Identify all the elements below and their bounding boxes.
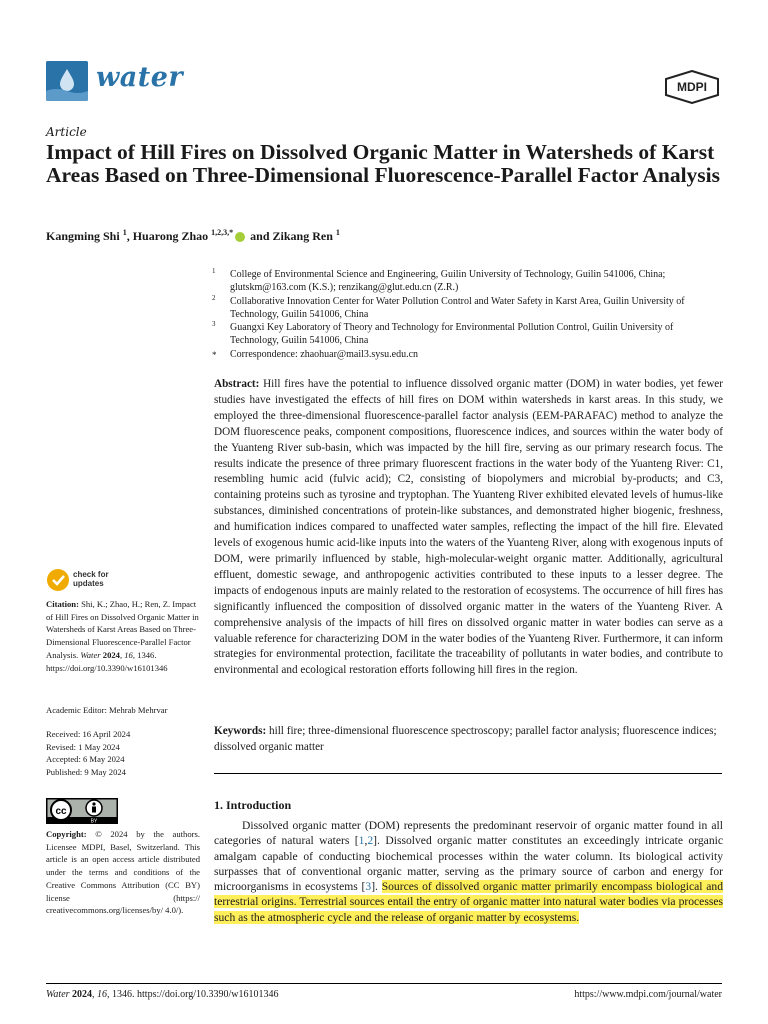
- footer-journal-url[interactable]: https://www.mdpi.com/journal/water: [574, 989, 722, 1000]
- author-affiliation-sup: 1: [335, 228, 340, 237]
- citation-journal: Water: [80, 649, 101, 660]
- footer-doi[interactable]: , 1346. https://doi.org/10.3390/w16101346: [107, 989, 279, 1000]
- abstract-text: Hill fires have the potential to influence dissolved organic matter (DOM) in water bodies, yet fewer studies have investigated the effects of hill fires on DOM within watersheds in karst areas. In this study, we employed the three-dimensional fluorescence-parallel factor analysis (EEM-PARAFAC) method to analyze the DOM fluorescence peaks, component compositions, fluorescence indices, and sources within the water body of the Yuanteng River sub-basin, which was impacted by the hill fire, serving as our primary research focus. The results indicate the presence of three primary fluorescent fractions in the water body of the Yuanteng River: C1, resembling humic acid (fulvic acid); C2, consisting of biopolymers and microbial by-products; and C3, containing proteins such as tyrosine and tryptophan. The Yuanteng River exhibited elevated levels of humus-like substances, diminished concentrations of protein-like substances, and demonstrated higher biogenic, freshness, and humification indices compared to unaffected water samples, reflecting the impact of the hill fire. Elevated levels of exogenous humic acid-like inputs into the waters of the Yuanteng River, along with exogenous inputs of DOM, were primarily influenced by stable, high-molecular-weight organic matter. Additionally, agricultural effluent, domestic sewage, and anthropogenic activities contributed to these inputs to a lesser degree. The impacts of endogenous inputs are mainly related to the restoration of ecosystems. The occurrence of hill fires has significantly influenced the composition of dissolved organic matter in the waters of the Yuanteng River. A comprehensive analysis of the impacts of hill fires on dissolved organic matter in water bodies can serve as a valuable reference for characterizing DOM in the water bodies of the Yuanteng River. Furthermore, it can inform strategies for environmental protection, facilitate the traceability of pollutants in water bodies, and contribute to environmental and ecological restoration efforts following hill fires in the region.: [214, 378, 723, 677]
- footer-citation: Water 2024, 16, 1346. https://doi.org/10.3390/w16101346: [46, 989, 279, 1000]
- author-affiliation-sup: 1: [122, 228, 127, 237]
- check-updates-line2: updates: [73, 579, 104, 588]
- author-name[interactable]: Kangming Shi: [46, 229, 120, 243]
- affiliation-text: Collaborative Innovation Center for Water Pollution Control and Water Safety in Karst Area, Guilin University of Technology, Guilin 541006, China: [230, 296, 685, 320]
- keywords: [214, 724, 723, 755]
- abstract: [214, 377, 723, 679]
- citation-link[interactable]: 1: [358, 834, 365, 848]
- keywords-text: hill fire; three-dimensional fluorescence spectroscopy; parallel factor analysis; fluorescence indices; dissolved organic matter: [214, 725, 717, 753]
- citation-comma: ,: [364, 834, 368, 848]
- correspondence-text[interactable]: Correspondence: zhaohuar@mail3.sysu.edu.cn: [230, 349, 419, 360]
- date-revised: Revised: 1 May 2024: [46, 741, 120, 752]
- check-updates-line1: check for: [73, 570, 109, 579]
- affiliation-number: 2: [212, 294, 216, 302]
- orcid-icon[interactable]: [235, 232, 245, 242]
- journal-logo: [46, 61, 88, 101]
- author-affiliation-sup: 1,2,3,*: [211, 228, 234, 237]
- footer-year: 2024: [72, 989, 93, 1000]
- highlighted-text[interactable]: Sources of dissolved organic matter primarily encompass biological and terrestrial origins. Terrestrial sources entail the entry of organic matter into natural water bodies via processes such as the atmospheric cycle and the release of organic matter by ecosystems.: [214, 880, 723, 924]
- svg-text:MDPI: MDPI: [677, 80, 707, 94]
- author-list: [46, 228, 340, 244]
- author-separator: and: [247, 229, 273, 243]
- citation-doi[interactable]: , 1346. https://doi.org/10.3390/w16101346: [46, 649, 168, 673]
- date-published: Published: 9 May 2024: [46, 767, 126, 778]
- date-accepted: Accepted: 6 May 2024: [46, 754, 125, 765]
- citation-link[interactable]: 2: [367, 834, 374, 848]
- intro-text: Dissolved organic matter (DOM) represents the predominant reservoir of organic matter found in all categories of natural waters [: [214, 819, 723, 848]
- affiliation-item: [214, 295, 724, 321]
- svg-text:cc: cc: [55, 806, 67, 817]
- footer-volume: 16: [97, 989, 108, 1000]
- citation-link[interactable]: 3: [365, 880, 372, 894]
- cc-by-icon: [46, 798, 118, 824]
- citation-year: 2024: [102, 649, 120, 660]
- intro-text: ].: [371, 880, 382, 894]
- intro-text: ]. Dissolved organic matter constitutes an exceedingly intricate organic amalgam capable of conducting biochemical processes within the water column. Its biological activity surpasses that of conventional organic matter, serving as the primary source of carbon and energy for microorganisms in ecosystems [: [214, 834, 723, 894]
- check-updates-icon: [46, 568, 70, 592]
- cc-by-license-badge[interactable]: [46, 798, 118, 824]
- footer-divider: [46, 983, 722, 984]
- copyright-text: © 2024 by the authors. Licensee MDPI, Basel, Switzerland. This article is an open access article distributed under the terms and conditions of the Creative Commons Attribution (CC BY) license (https:// creativecommons.org/licenses/by/ 4.0/).: [46, 829, 200, 916]
- article-title: Impact of Hill Fires on Dissolved Organic Matter in Watersheds of Karst Areas Based on Three-Dimensional Fluorescence-Parallel Factor Analysis: [46, 140, 721, 187]
- journal-name[interactable]: water: [96, 62, 184, 93]
- citation-volume: 16: [124, 649, 133, 660]
- affiliation-text: College of Environmental Science and Engineering, Guilin University of Technology, Guilin 541006, China; glutskm@163.com (K.S.); renzikang@glut.edu.cn (Z.R.): [230, 269, 666, 293]
- check-for-updates-button[interactable]: [46, 568, 126, 594]
- affiliation-text: Guangxi Key Laboratory of Theory and Technology for Environmental Pollution Control, Guilin University of Technology, Guilin 541006, China: [230, 322, 674, 346]
- author-separator: ,: [126, 229, 133, 243]
- divider: [214, 773, 722, 774]
- article-type: Article: [46, 125, 87, 139]
- water-drop-icon: [46, 61, 88, 101]
- copyright-label: Copyright:: [46, 829, 87, 839]
- affiliation-item: [214, 348, 724, 361]
- citation-block: Citation: Shi, K.; Zhao, H.; Ren, Z. Impact of Hill Fires on Dissolved Organic Matter in Watersheds of Karst Areas Based on Three-Dimensional Fluorescence-Parallel Factor Analysis. Water 2024, 16, 1346. https://doi.org/10.3390/w16101346: [46, 599, 199, 673]
- author-name[interactable]: Huarong Zhao: [132, 229, 209, 243]
- intro-paragraph: [214, 818, 723, 925]
- affiliation-item: [214, 268, 724, 294]
- mdpi-logo[interactable]: [664, 70, 720, 104]
- author-name[interactable]: Zikang Ren: [272, 229, 333, 243]
- citation-label: Citation:: [46, 599, 79, 609]
- date-received: Received: 16 April 2024: [46, 729, 131, 739]
- academic-editor: Academic Editor: Mehrab Mehrvar: [46, 705, 168, 715]
- copyright-block: [46, 828, 200, 917]
- affiliation-number: *: [212, 350, 217, 360]
- abstract-label: Abstract:: [214, 378, 260, 390]
- section-heading: 1. Introduction: [214, 798, 292, 812]
- affiliation-number: 1: [212, 267, 216, 275]
- keywords-label: Keywords:: [214, 725, 267, 737]
- dates-block: [46, 728, 200, 779]
- svg-text:BY: BY: [90, 818, 98, 824]
- footer-journal: Water: [46, 989, 70, 1000]
- affiliation-number: 3: [212, 320, 216, 328]
- affiliation-item: [214, 321, 724, 347]
- mdpi-hexagon-icon: [664, 70, 720, 104]
- citation-text: Shi, K.; Zhao, H.; Ren, Z. Impact of Hill Fires on Dissolved Organic Matter in Watersheds of Karst Areas Based on Three-Dimensional Fluorescence-Parallel Factor Analysis.: [46, 599, 199, 660]
